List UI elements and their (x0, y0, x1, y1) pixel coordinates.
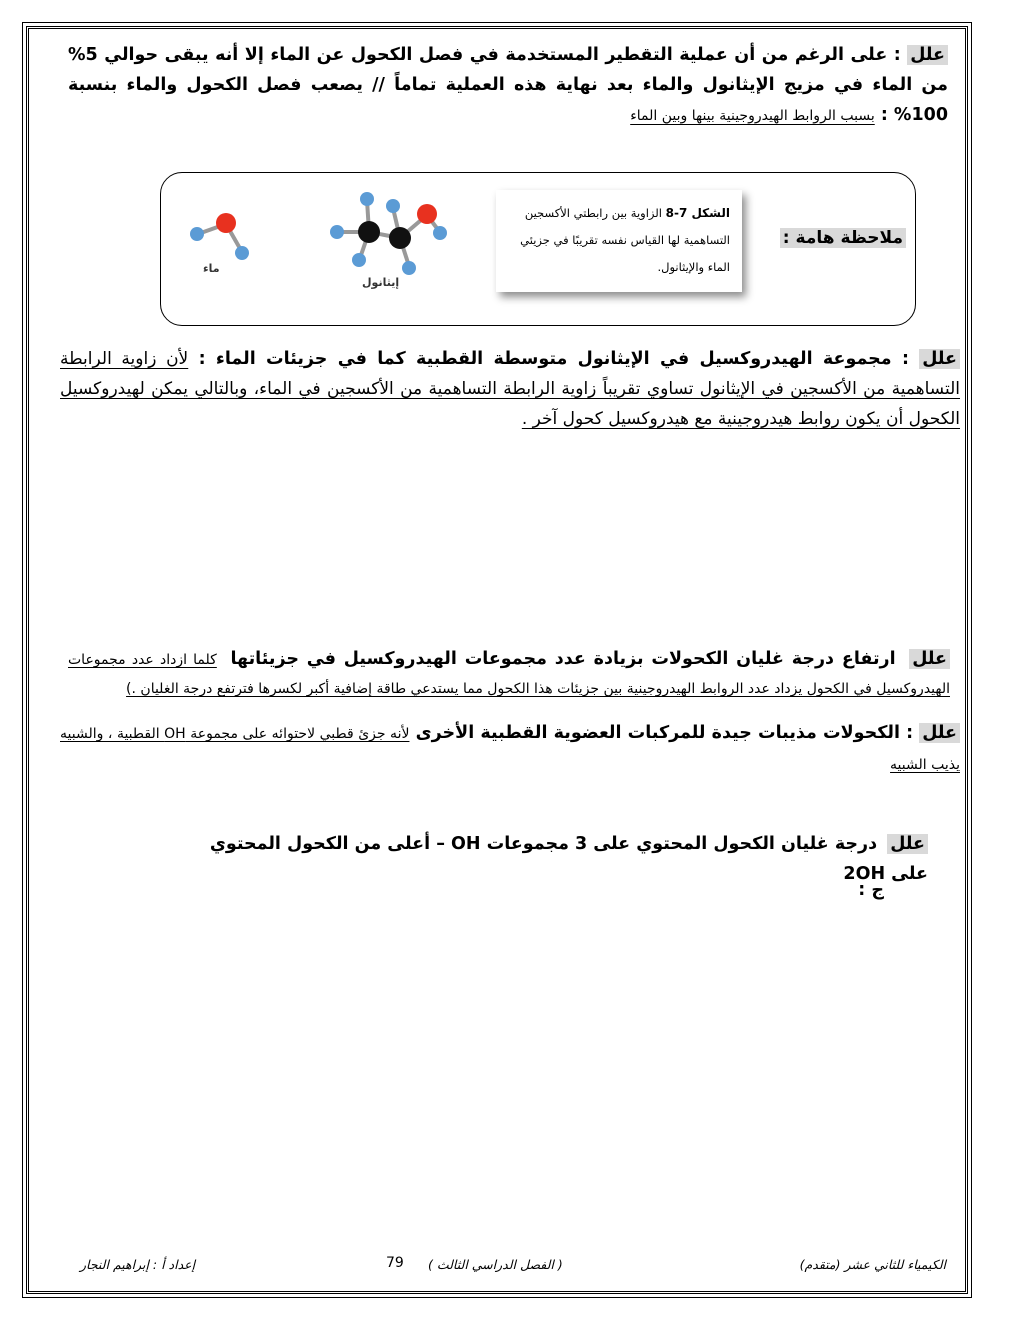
question-text: : مجموعة الهيدروكسيل في الإيثانول متوسطة القطبية كما في جزيئات الماء : (188, 349, 920, 369)
figure-caption: الزاوية بين رابطتي الأكسجين التساهمية لها القياس نفسه تقريبًا في جزيئي الماء والإيثانول. (520, 206, 730, 274)
footer-term: ( الفصل الدراسي الثالث ) (428, 1257, 563, 1272)
answer-text: بسبب الروابط الهيدروجينية بينها وبين الماء (630, 108, 875, 124)
question-3: علل ارتفاع درجة غليان الكحولات بزيادة عدد مجموعات الهيدروكسيل في جزيئاتها كلما ازداد عدد مجموعات الهيدروكسيل في الكحول يزداد عدد الروابط الهيدروجينية بين جزيئات هذا الكحول مما يستدعي طاقة إضافية أكبر لكسرها فترتفع درجة الغليان .) (68, 649, 950, 697)
question-2: علل : مجموعة الهيدروكسيل في الإيثانول متوسطة القطبية كما في جزيئات الماء : لأن زاوية الرابطة التساهمية من الأكسجين في الإيثانول تساوي تقريباً زاوية الرابطة التساهمية من الأكسجين في الماء، وبالتالي يمكن لهيدروكسيل الكحول أن يكون روابط هيدروجينية مع هيدروكسيل كحول آخر . (60, 349, 960, 429)
figure-caption-card (496, 190, 742, 292)
explain-tag: علل (907, 45, 948, 65)
page-number: 79 (386, 1255, 404, 1271)
answer-text: كلما ازداد عدد مجموعات الهيدروكسيل في الكحول يزداد عدد الروابط الهيدروجينية بين جزيئات هذا الكحول مما يستدعي طاقة إضافية أكبر لكسرها فترتفع درجة الغليان .) (68, 652, 950, 697)
question-text: ارتفاع درجة غليان الكحولات بزيادة عدد مجموعات الهيدروكسيل في جزيئاتها (230, 649, 896, 669)
water-label: ماء (203, 262, 220, 275)
question-text: : على الرغم من أن عملية التقطير المستخدمة في فصل الكحول عن الماء إلا أنه يبقى حوالي 5% من الماء في مزيج الإيثانول والماء بعد نهاية هذه العملية تماماً // يصعب فصل الكحول والماء بنسبة 100% : (68, 45, 948, 125)
question-5: علل درجة غليان الكحول المحتوي على 3 مجموعات OH – أعلى من الكحول المحتوي على 2OH (209, 834, 928, 884)
footer-course: الكيمياء للثاني عشر (متقدم) (799, 1257, 946, 1272)
ethanol-molecule (330, 192, 447, 275)
note-label: ملاحظة هامة : (780, 228, 906, 248)
molecule-illustration (180, 186, 470, 296)
question-4: علل : الكحولات مذيبات جيدة للمركبات العضوية القطبية الأخرى لأنه جزئ قطبي لاحتوائه على مجموعة OH القطبية ، والشبيه يذيب الشبيه (60, 723, 960, 773)
answer-prompt: ج : (858, 880, 884, 900)
answer-text: لأنه جزئ قطبي لاحتوائه على مجموعة OH القطبية ، والشبيه يذيب الشبيه (60, 726, 960, 773)
footer-author: إعداد أ : إبراهيم النجار (80, 1257, 196, 1272)
water-molecule (190, 213, 249, 260)
question-text: : الكحولات مذيبات جيدة للمركبات العضوية القطبية الأخرى (409, 723, 920, 743)
ethanol-label: إيثانول (362, 276, 400, 289)
question-text: درجة غليان الكحول المحتوي على 3 مجموعات OH – أعلى من الكحول المحتوي على 2OH (209, 834, 928, 884)
question-1 (68, 40, 948, 131)
answer-text: لأن زاوية الرابطة التساهمية من الأكسجين في الإيثانول تساوي تقريباً زاوية الرابطة التساهمية من الأكسجين في الماء، وبالتالي يمكن لهيدروكسيل الكحول أن يكون روابط هيدروجينية مع هيدروكسيل كحول آخر . (60, 349, 960, 429)
figure-number: الشكل 7-8 (665, 206, 730, 220)
